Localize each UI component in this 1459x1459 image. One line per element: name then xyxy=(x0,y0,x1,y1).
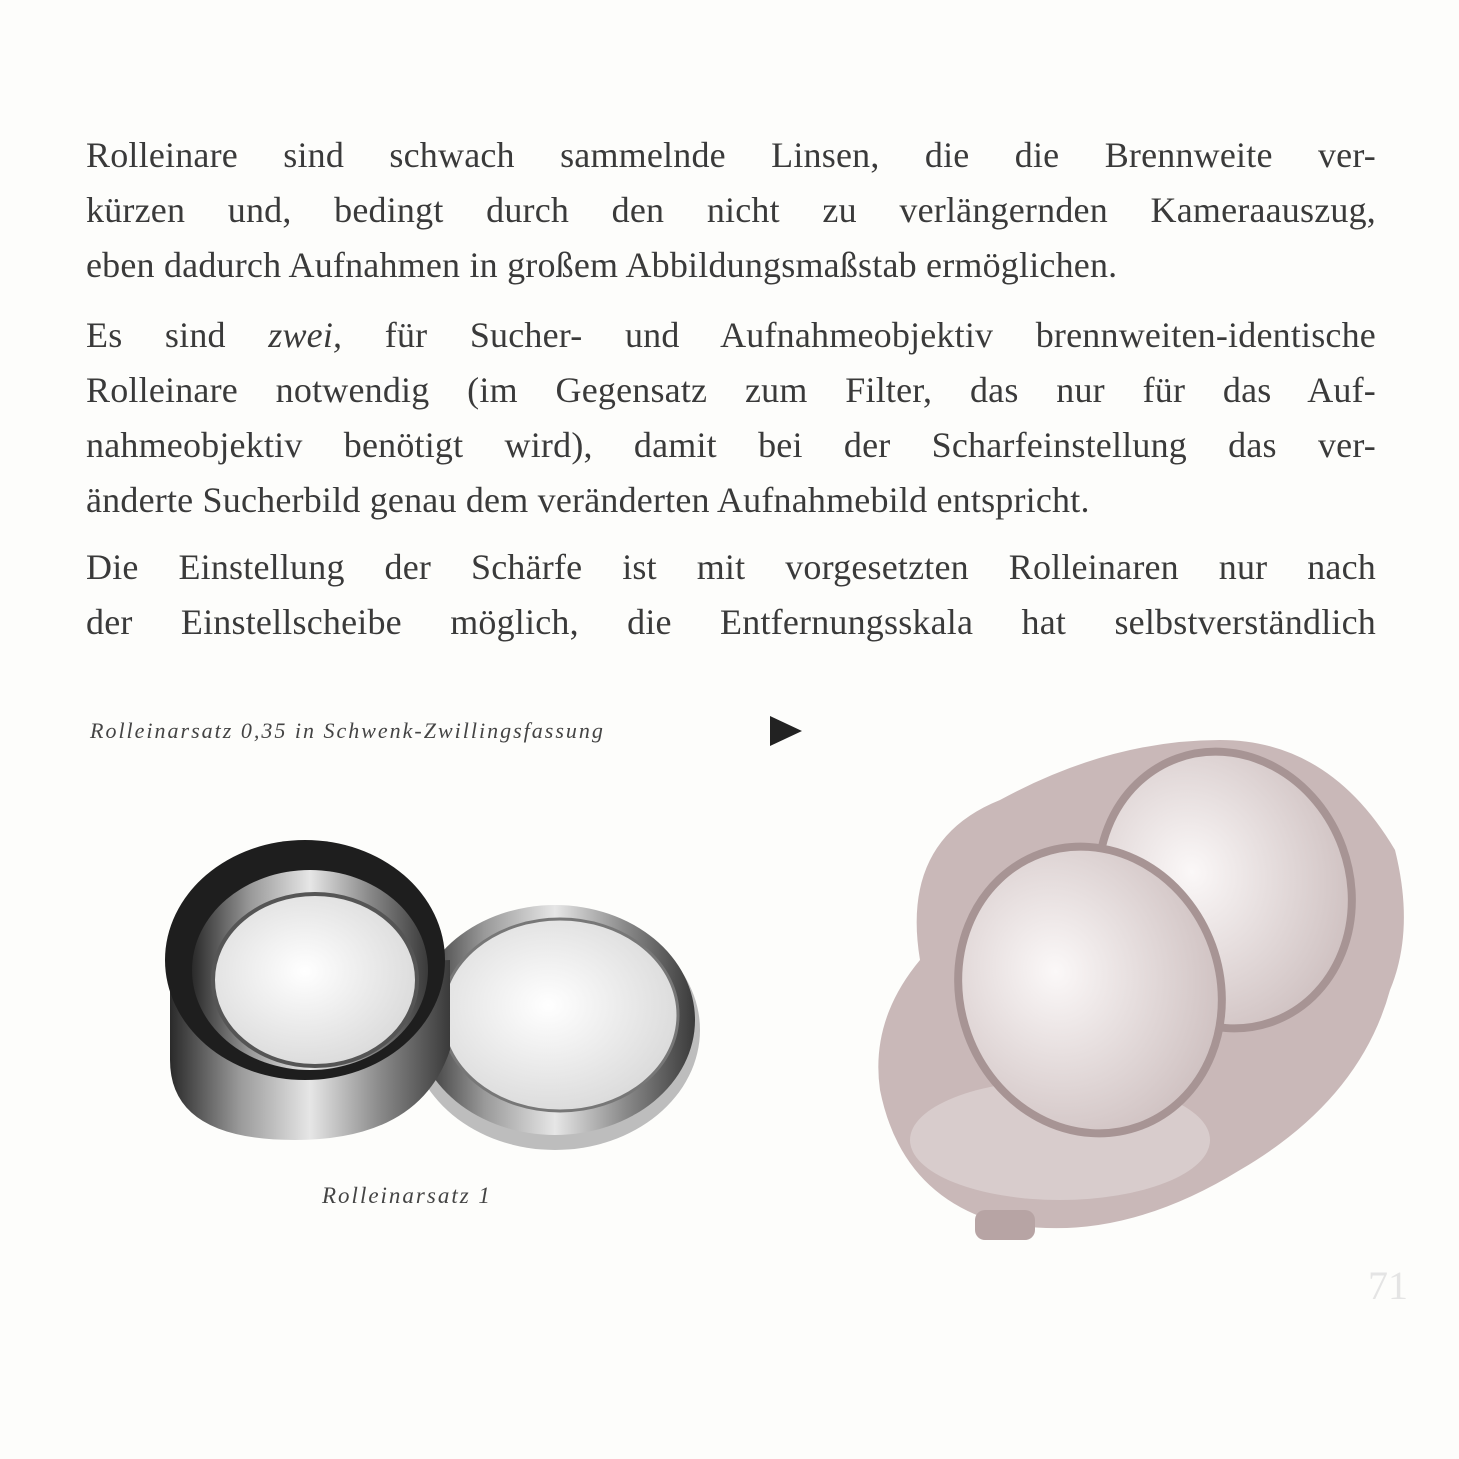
rolleinar-ring-front xyxy=(165,840,450,1140)
rolleinar-ring-second xyxy=(410,905,700,1150)
caption-twin-mount: Rolleinarsatz 0,35 in Schwenk-Zwillingsfassung xyxy=(90,718,605,743)
paragraph-line: änderte Sucherbild genau dem veränderten Aufnahmebild entspricht. xyxy=(86,480,1090,520)
paragraph-line: kürzen und, bedingt durch den nicht zu verlängernden Kameraauszug, xyxy=(86,190,1376,230)
paragraph-line: der Einstellscheibe möglich, die Entfernungsskala hat selbstverständlich xyxy=(86,602,1376,642)
lens-rings-photo xyxy=(150,830,710,1170)
paragraph-line xyxy=(86,308,1376,363)
page-number: 71 xyxy=(1368,1263,1408,1308)
right-triangle-arrow-icon xyxy=(770,716,802,746)
paragraph-line: Rolleinare sind schwach sammelnde Linsen, die die Brennweite ver- xyxy=(86,135,1376,175)
twin-swivel-mount-photo xyxy=(860,700,1420,1260)
twin-mount-body xyxy=(878,716,1404,1240)
text-run: für Sucher- und Aufnahmeobjektiv brennweiten-identische xyxy=(342,315,1376,355)
paragraph-line: Die Einstellung der Schärfe ist mit vorgesetzten Rolleinaren nur nach xyxy=(86,547,1376,587)
text-run: Es sind xyxy=(86,315,269,355)
caption-ring-set: Rolleinarsatz 1 xyxy=(322,1183,492,1208)
paragraph-line: nahmeobjektiv benötigt wird), damit bei der Scharfeinstellung das ver- xyxy=(86,425,1376,465)
paragraph-line: eben dadurch Aufnahmen in großem Abbildungsmaßstab ermöglichen. xyxy=(86,245,1118,285)
paragraph-1 xyxy=(86,128,1376,293)
paragraph-2 xyxy=(86,308,1376,528)
emphasis-text: zwei, xyxy=(268,315,343,355)
paragraph-line: Rolleinare notwendig (im Gegensatz zum Filter, das nur für das Auf- xyxy=(86,370,1376,410)
paragraph-3 xyxy=(86,540,1376,650)
